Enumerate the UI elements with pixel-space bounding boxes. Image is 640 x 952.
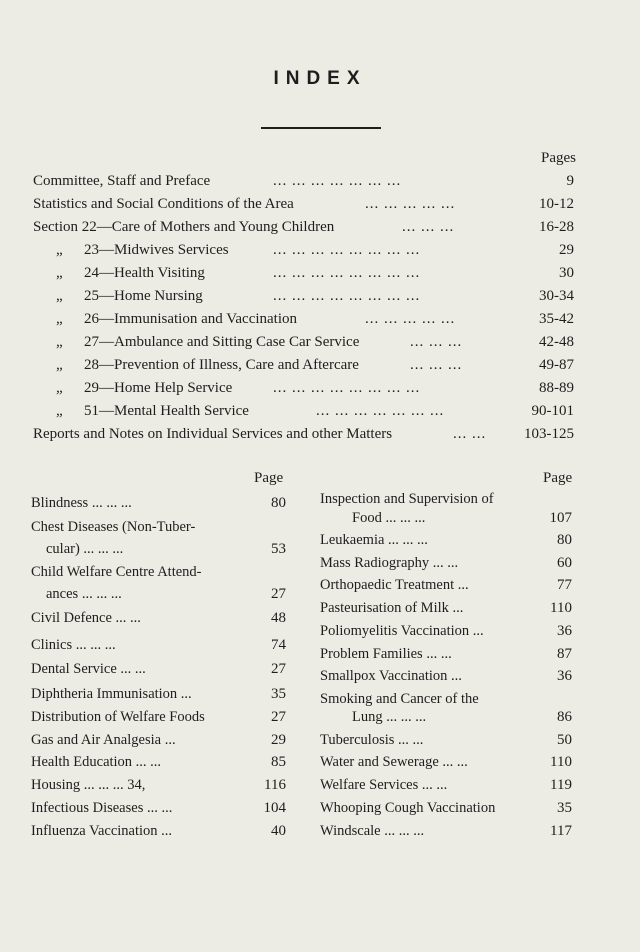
- title-rule: [261, 127, 381, 129]
- index-page: 80: [271, 495, 286, 511]
- index-entry: Civil Defence ... ...: [31, 610, 141, 626]
- index-entry: Smallpox Vaccination ...: [320, 668, 462, 684]
- leader-dots: ... ... ... ... ... ... ... ...: [273, 288, 421, 304]
- index-entry: Inspection and Supervision of: [320, 491, 494, 507]
- index-page: 50: [557, 732, 572, 748]
- ditto-mark: „: [56, 242, 63, 258]
- index-page: 80: [557, 532, 572, 548]
- index-entry: Tuberculosis ... ...: [320, 732, 424, 748]
- ditto-mark: „: [56, 403, 63, 419]
- index-entry: Influenza Vaccination ...: [31, 823, 173, 839]
- leader-dots: ... ...: [453, 426, 487, 442]
- index-page: 110: [550, 600, 572, 616]
- index-page: 104: [263, 800, 286, 816]
- right-page-header: Page: [543, 470, 573, 486]
- index-entry: Distribution of Welfare Foods: [31, 709, 205, 725]
- index-entry: Child Welfare Centre Attend-: [31, 564, 202, 580]
- contents-pages: 10-12: [539, 196, 574, 212]
- contents-pages: 9: [566, 173, 574, 189]
- contents-label: 24—Health Visiting: [84, 265, 205, 281]
- ditto-mark: „: [56, 288, 63, 304]
- contents-row: [0, 402, 640, 420]
- index-page: 27: [271, 661, 286, 677]
- contents-row: [0, 356, 640, 374]
- index-page: 35: [557, 800, 572, 816]
- index-entry: Leukaemia ... ... ...: [320, 532, 428, 548]
- index-page: 27: [271, 586, 286, 602]
- index-entry: Problem Families ... ...: [320, 646, 452, 662]
- index-entry-cont: ances ... ... ...: [46, 586, 122, 602]
- contents-pages: 35-42: [539, 311, 574, 327]
- index-page: 36: [557, 623, 572, 639]
- left-page-header: Page: [254, 470, 284, 486]
- pages-column-header: Pages: [541, 150, 576, 166]
- leader-dots: ... ... ...: [402, 219, 455, 235]
- index-entry-cont: cular) ... ... ...: [46, 541, 124, 557]
- index-page: 36: [557, 668, 572, 684]
- leader-dots: ... ... ...: [410, 334, 463, 350]
- index-entry: Orthopaedic Treatment ...: [320, 577, 469, 593]
- index-entry: Infectious Diseases ... ...: [31, 800, 173, 816]
- leader-dots: ... ... ... ... ... ... ... ...: [273, 242, 421, 258]
- index-entry: Pasteurisation of Milk ...: [320, 600, 464, 616]
- contents-label: Reports and Notes on Individual Services and other Matters: [33, 426, 393, 442]
- contents-label: Committee, Staff and Preface: [33, 173, 211, 189]
- contents-pages: 16-28: [539, 219, 574, 235]
- index-entry-cont: Food ... ... ...: [352, 510, 426, 526]
- contents-label: 28—Prevention of Illness, Care and Aftercare: [84, 357, 359, 373]
- contents-label: 51—Mental Health Service: [84, 403, 249, 419]
- index-page: 29: [271, 732, 286, 748]
- ditto-mark: „: [56, 265, 63, 281]
- contents-row: [0, 287, 640, 305]
- contents-pages: 29: [559, 242, 574, 258]
- index-page: 27: [271, 709, 286, 725]
- index-entry: Diphtheria Immunisation ...: [31, 686, 192, 702]
- index-entry: Windscale ... ... ...: [320, 823, 425, 839]
- index-page: 53: [271, 541, 286, 557]
- index-page: 60: [557, 555, 572, 571]
- page-title: INDEX: [273, 68, 367, 89]
- contents-label: 26—Immunisation and Vaccination: [84, 311, 298, 327]
- contents-row: [0, 310, 640, 328]
- index-page: 107: [549, 510, 572, 526]
- leader-dots: ... ... ... ... ... ... ...: [273, 173, 402, 189]
- index-page: 116: [264, 777, 286, 793]
- index-page: 40: [271, 823, 286, 839]
- leader-dots: ... ... ... ... ...: [365, 311, 456, 327]
- index-page: 86: [557, 709, 572, 725]
- index-entry: Smoking and Cancer of the: [320, 691, 479, 707]
- index-entry: Health Education ... ...: [31, 754, 162, 770]
- index-page: 87: [557, 646, 572, 662]
- ditto-mark: „: [56, 357, 63, 373]
- index-page: 119: [550, 777, 572, 793]
- index-page: 117: [550, 823, 572, 839]
- contents-label: 27—Ambulance and Sitting Case Car Service: [84, 334, 360, 350]
- index-page: 74: [271, 637, 286, 653]
- contents-row: [0, 218, 640, 236]
- index-page: 110: [550, 754, 572, 770]
- index-entry: Dental Service ... ...: [31, 661, 146, 677]
- leader-dots: ... ... ... ... ... ... ... ...: [273, 265, 421, 281]
- contents-row: [0, 333, 640, 351]
- index-entry: Whooping Cough Vaccination: [320, 800, 496, 816]
- contents-label: 29—Home Help Service: [84, 380, 233, 396]
- index-entry: Poliomyelitis Vaccination ...: [320, 623, 484, 639]
- index-entry: Water and Sewerage ... ...: [320, 754, 468, 770]
- index-entry: Welfare Services ... ...: [320, 777, 448, 793]
- index-entry: Housing ... ... ... 34,: [31, 777, 146, 793]
- leader-dots: ... ... ... ... ... ... ... ...: [273, 380, 421, 396]
- index-entry: Clinics ... ... ...: [31, 637, 116, 653]
- contents-pages: 30-34: [539, 288, 574, 304]
- contents-label: Section 22—Care of Mothers and Young Children: [33, 219, 335, 235]
- contents-row: [0, 195, 640, 213]
- ditto-mark: „: [56, 334, 63, 350]
- contents-row: [0, 264, 640, 282]
- index-page: 85: [271, 754, 286, 770]
- contents-pages: 42-48: [539, 334, 574, 350]
- contents-label: 23—Midwives Services: [84, 242, 229, 258]
- contents-pages: 103-125: [524, 426, 574, 442]
- ditto-mark: „: [56, 380, 63, 396]
- contents-row: [0, 425, 640, 443]
- index-page: 77: [557, 577, 572, 593]
- contents-label: 25—Home Nursing: [84, 288, 203, 304]
- leader-dots: ... ... ... ... ...: [365, 196, 456, 212]
- index-entry: Chest Diseases (Non-Tuber-: [31, 519, 196, 535]
- index-entry: Blindness ... ... ...: [31, 495, 132, 511]
- contents-pages: 88-89: [539, 380, 574, 396]
- contents-row: [0, 241, 640, 259]
- contents-pages: 49-87: [539, 357, 574, 373]
- contents-row: [0, 379, 640, 397]
- ditto-mark: „: [56, 311, 63, 327]
- contents-row: [0, 172, 640, 190]
- contents-pages: 30: [559, 265, 574, 281]
- index-page: 48: [271, 610, 286, 626]
- leader-dots: ... ... ... ... ... ... ...: [316, 403, 445, 419]
- index-page: 35: [271, 686, 286, 702]
- contents-label: Statistics and Social Conditions of the Area: [33, 196, 294, 212]
- contents-pages: 90-101: [531, 403, 574, 419]
- index-entry: Gas and Air Analgesia ...: [31, 732, 176, 748]
- index-entry: Mass Radiography ... ...: [320, 555, 459, 571]
- index-entry-cont: Lung ... ... ...: [352, 709, 427, 725]
- leader-dots: ... ... ...: [410, 357, 463, 373]
